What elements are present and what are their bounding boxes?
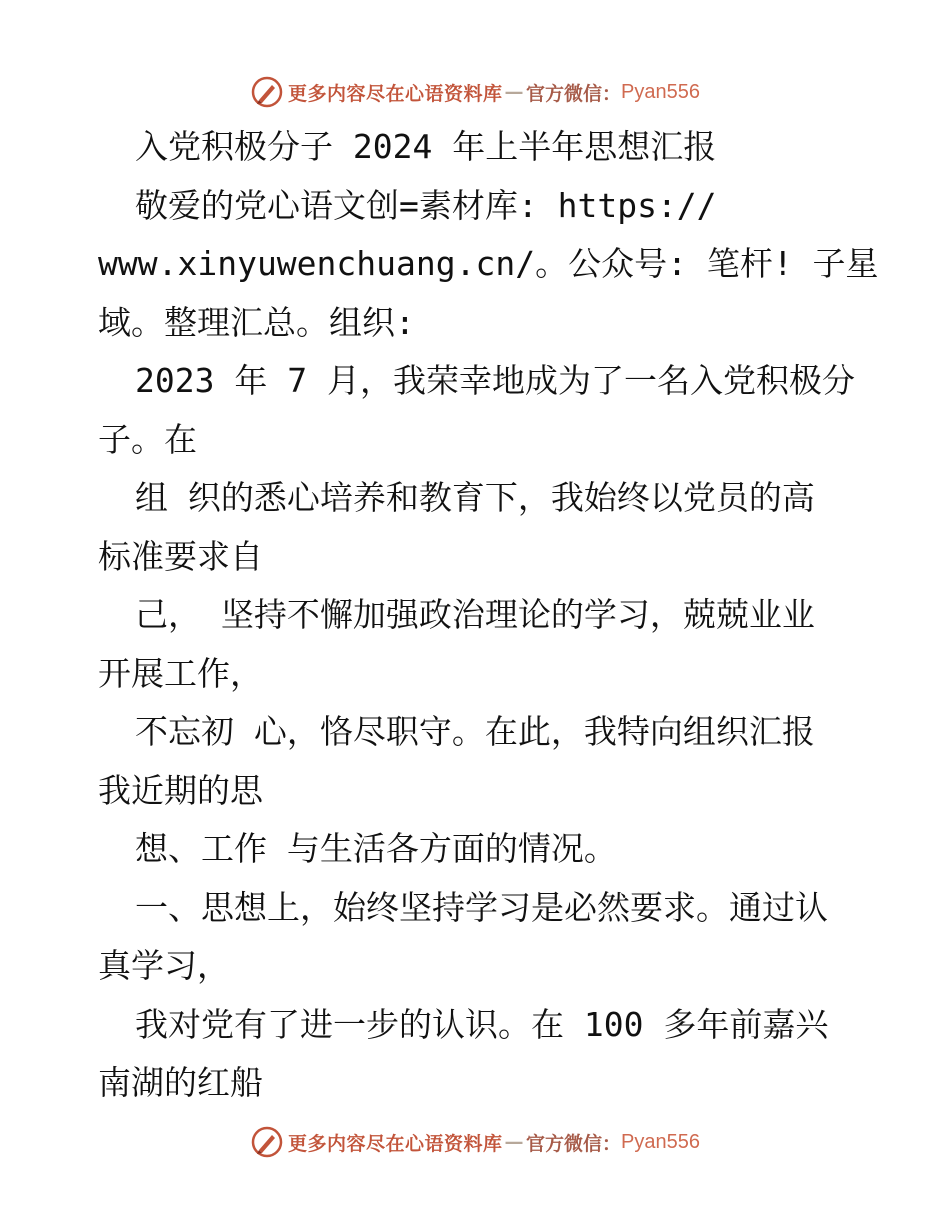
text-line: 组 织的悉心培养和教育下，我始终以党员的高 — [135, 478, 815, 517]
text-line: 我对党有了进一步的认识。在 100 多年前嘉兴 — [135, 1004, 829, 1044]
text-line: 2023 年 7 月，我荣幸地成为了一名入党积极分 — [135, 361, 855, 400]
text-line: 不忘初 心，恪尽职守。在此，我特向组织汇报 — [135, 712, 815, 751]
text-line: 标准要求自 — [98, 536, 263, 576]
text-line: 入党积极分子 2024 年上半年思想汇报 — [135, 127, 717, 166]
document-body — [98, 118, 878, 1113]
text-line: 想、工作 与生活各方面的情况。 — [135, 829, 617, 868]
text-line: 己， 坚持不懈加强政治理论的学习，兢兢业业 — [135, 595, 815, 634]
banner-dash: — — [504, 81, 525, 103]
text-line: 一、思想上，始终坚持学习是必然要求。通过认 — [135, 887, 828, 927]
pen-logo-icon — [250, 75, 284, 109]
text-line: 真学习， — [98, 946, 230, 985]
text-line: www.xinyuwenchuang.cn/。公众号: 笔杆! 子星 — [98, 244, 879, 283]
official-wechat-label: 官方微信： — [526, 82, 622, 105]
header-banner — [0, 72, 950, 112]
official-wechat-label: 官方微信： — [526, 1132, 622, 1155]
wechat-id: Pyan556 — [621, 1130, 700, 1153]
text-line: 南湖的红船 — [98, 1063, 263, 1102]
text-line: 域。整理汇总。组织: — [98, 302, 415, 342]
text-line: 子。在 — [98, 419, 197, 459]
wechat-id: Pyan556 — [621, 80, 700, 103]
banner-text: 更多内容尽在心语资料库 — [288, 82, 503, 105]
footer-banner — [0, 1122, 950, 1162]
text-line: 开展工作， — [98, 653, 263, 693]
banner-text: 更多内容尽在心语资料库 — [288, 1132, 503, 1155]
text-line: 敬爱的党心语文创=素材库: https:// — [135, 185, 717, 225]
text-line: 我近期的思 — [98, 770, 263, 810]
pen-logo-icon — [250, 1125, 284, 1159]
banner-dash: — — [504, 1131, 525, 1153]
